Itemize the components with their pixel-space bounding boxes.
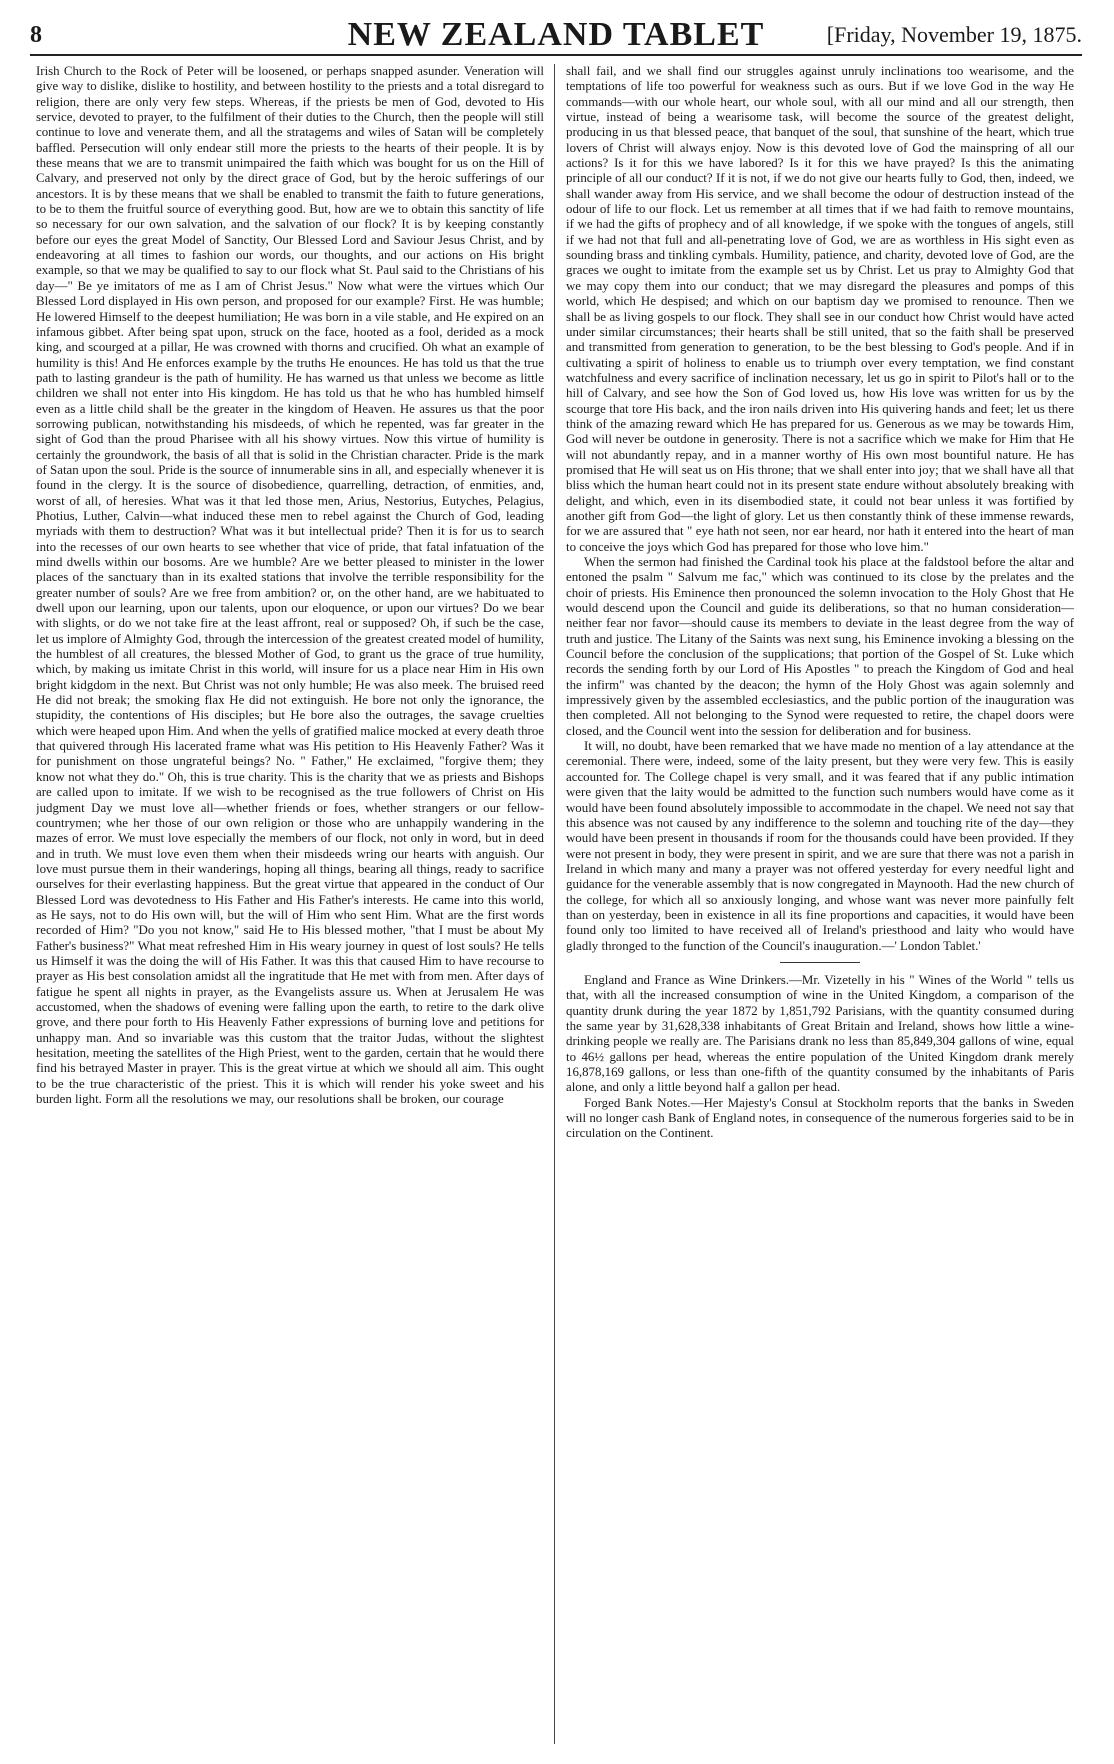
sermon-conclusion: shall fail, and we shall find our struggles against unruly inclinations too wearisome, and the temptations of life too powerful for weakness such as ours. But if we love God in the way He commands—with our whole heart, our whole soul, with all our mind and all our strength, then virtue, instead of being a wearisome task, will become the source of the greatest delight, producing in us that blessed peace, that banquet of the soul, that sunshine of the heart, which true lovers of Christ will always enjoy. Now is this devoted love of God the mainspring of all our actions? Is it for this we have labored? Is it for this we have prayed? Is this the animating principle of all our conduct? If it is not, if we do not give our hearts fully to God, then, indeed, we shall wander away from His service, and we shall become the odour of destruction instead of the odour of life to our flock. Let us remember at all times that if we had faith to remove mountains, if we had the gifts of prophecy and of all knowledge, if we spoke with the tongues of angels, still if we had not that full and all-penetrating love of God, we are as worthless in His sight even as sounding brass and tinkling cymbals. Humility, patience, and charity, devoted love of God, are the graces we ought to imitate from the example set us by Christ. Let us pray to Almighty God that we may copy them into our conduct; that we may disregard the pleasures and pomps of this world, which He despised; and which on our baptism day we promised to renounce. Then we shall be as living gospels to our flock. They shall see in our conduct how Christ would have acted under similar circumstances; their hearts shall be still united, that so the faith shall be preserved and transmitted from generation to generation, to be the best blessing to God's people. And if in cultivating a spirit of holiness to enable us to triumph over every temptation, we find constant watchfulness and every sacrifice of inclination necessary, let us go in spirit to Pilot's hall or to the hill of Calvary, and see how the Son of God loved us, how His love was written for us by the scourge that tore His back, and the iron nails driven into His quivering hands and feet; let us there think of the amazing reward which He has prepared for us. Generous as we may be towards Him, God will never be outdone in generosity. There is not a sacrifice which we make for Him that He will not abundantly repay, and in a manner worthy of His own most bountiful nature. He has promised that He will seat us on His throne; that we shall enter into joy; that we shall have all that bliss which the human heart could not in its present state endure without absolutely breaking with delight, and which, even in its disembodied state, it could not bear unless it was fortified by another gift from God—the light of glory. Let us then constantly think of these immense rewards, for we are assured that " eye hath not seen, nor ear heard, nor hath it entered into the heart of man to conceive the joys which God has prepared for those who love him." bbox=[566, 64, 1074, 554]
column-divider bbox=[554, 64, 555, 1744]
newspaper-title: NEW ZEALAND TABLET bbox=[347, 16, 765, 53]
section-rule bbox=[780, 962, 860, 963]
issue-date: [Friday, November 19, 1875. bbox=[826, 22, 1082, 47]
council-paragraph: When the sermon had finished the Cardinal took his place at the faldstool before the altar and entoned the psalm " Salvum me fac," which was continued to its close by the prelates and the choir of priests. His Eminence then pronounced the solemn invocation to the Holy Ghost that He would descend upon the Council and guide its deliberations, so that no human consideration—neither fear nor favor—should cause its members to deviate in the least degree from the way of truth and justice. The Litany of the Saints was next sung, his Eminence invoking a blessing on the Council before the conclusion of the supplications; that portion of the Gospel of St. Luke which records the sending forth by our Lord of His Apostles " to preach the Kingdom of God and heal the infirm" was chanted by the deacon; the hymn of the Holy Ghost was again solemnly and impressively given by the assembled ecclesiastics, and the public portion of the inauguration was then completed. All not belonging to the Synod were requested to retire, the chapel doors were closed, and the Council went into the session for deliberation and for business. bbox=[566, 555, 1074, 738]
left-column bbox=[36, 64, 544, 1744]
sermon-continuation: Irish Church to the Rock of Peter will be loosened, or perhaps snapped asunder. Veneration will give way to dislike, dislike to hostility, and between hostility to the priests and a total disregard to religion, there are only very few steps. Whereas, if the priests be men of God, devoted to His service, devoted to prayer, to the fulfilment of their duties to the Church, then the people will still continue to love and venerate them, and all the stratagems and wiles of Satan will be completely baffled. Persecution will only endear still more the priests to the hearts of their people. It is by these means that we are to transmit unimpaired the faith which was bought for us on the Hill of Calvary, and preserved not only by the direct grace of God, but by the heroic sufferings of our ancestors. It is by these means that we shall be enabled to transmit the faith to future generations, to be to them the fruitful source of everything good. But, how are we to obtain this sanctity of life so necessary for our own salvation, and the salvation of our flock? It is by keeping constantly before our eyes the great Model of Sanctity, Our Blessed Lord and Saviour Jesus Christ, and by endeavoring at all times to fashion our words, our thoughts, and our actions on His bright example, so that we may be qualified to say to our flock what St. Paul said to the Christians of his day—" Be ye imitators of me as I am of Christ Jesus." Now what were the virtues which Our Blessed Lord displayed in His own person, and proposed for our example? First. He was humble; He lowered Himself to the deepest humiliation; He was born in a vile stable, and He expired on an infamous gibbet. After being spat upon, struck on the face, hooted as a fool, derided as a mock king, and scourged at a pillar, He was crowned with thorns and crucified. Oh what an example of humility is this! And He enforces example by the truths He enounces. He has told us that the true path to lasting grandeur is the path of humility. He has warned us that unless we become as little children we shall not enter into His kingdom. He has told us that he who has humbled himself even as a little child shall be the greater in the kingdom of Heaven. He assures us that the poor sorrowing publican, notwithstanding his misdeeds, of which he repented, was far greater in the sight of God than the proud Pharisee with all his showy virtues. Now this virtue of humility is certainly the groundwork, the basis of all that is solid in the Christian character. Pride is the mark of Satan upon the soul. Pride is the source of innumerable sins in all, and especially whenever it is found in the clergy. It is the source of disobedience, quarrelling, detraction, of enmities, and, worst of all, of heresies. What was it that led those men, Arius, Nestorius, Eutyches, Pelagius, Photius, Luther, Calvin—what induced these men to rebel against the Church of God, leading myriads with them to destruction? What was it but intellectual pride? Then it is for us to search into the recesses of our own hearts to see whether that vice of pride, that fatal infatuation of the mind dwells within our bosoms. Are we humble? Are we better pleased to minister in the lower places of the sanctuary than in its exalted stations that involve the terrible responsibility for the greater number of souls? Are we free from ambition? or, on the other hand, are we habituated to dwell upon our learning, upon our talents, upon our eloquence, or upon our virtues? Do we bear with slights, or do we not take fire at the least affront, real or supposed? Oh, if such be the case, let us implore of Almighty God, through the intercession of the greatest created model of humility, the humblest of all creatures, the blessed Mother of God, to grant us the grace of true humility, which, by making us imitate Christ in this world, will insure for us a place near Him in His own bright kidgdom in the next. But Christ was not only humble; He was also meek. The bruised reed He did not break; the smoking flax He did not extinguish. He bore not only the ignorance, the stupidity, the contentions of His disciples; but He bore also the outrages, the savage cruelties which were heaped upon Him. And when the yells of gratified malice mocked at every death throe that quivered through His lacerated frame what was His petition to His Heavenly Father? Was it for punishment on those ungrateful beings? No. " Father," He exclaimed, "forgive them; they know not what they do." Oh, this is true charity. This is the charity that we as priests and Bishops are called upon to imitate. If we wish to be recognised as the true followers of Christ on His judgment Day we must love all—whether friends or foes, whether strangers or our fellow-countrymen; whe her those of our own religion or those who are unhappily wandering in the mazes of error. We must love especially the members of our flock, not only in word, but in deed and in truth. We must love even them when their misdeeds wring our hearts with anguish. Our love must pursue them in their wanderings, hoping all things, bearing all things, ready to sacrifice ourselves for their everlasting happiness. But the great virtue that appeared in the conduct of Our Blessed Lord was devotedness to His Father and His Father's interests. He came into this world, as He says, not to do His own will, but the will of Him who sent Him. What are the first words recorded of Him? "Do you not know," said He to His blessed mother, "that I must be about My Father's business?" What meat refreshed Him in His weary journey in quest of lost souls? He tells us Himself it was the doing the will of His Father. It was this that caused Him to have recourse to prayer as His best consolation amidst all the ingratitude that He met with from men. After days of fatigue he spent all nights in prayer, as the Evangelists assure us. When at Jerusalem He was accustomed, when the shadows of evening were falling upon the earth, to retire to the dark olive grove, and there pour forth to His Heavenly Father expressions of burning love and petitions for unhappy man. And so invariable was this custom that the traitor Judas, without the slightest hesitation, meeting the satellites of the High Priest, went to the garden, certain that he would there find his betrayed Master in prayer. This is the great virtue at which we should all aim. This ought to be the true characteristic of the priest. This it is which will render his yoke sweet and his burden light. Form all the resolutions we may, our resolutions shall be broken, our courage bbox=[36, 64, 544, 1107]
page-number: 8 bbox=[30, 22, 42, 48]
masthead bbox=[30, 14, 1082, 56]
forged-notes-item: Forged Bank Notes.—Her Majesty's Consul at Stockholm reports that the banks in Sweden will no longer cash Bank of England notes, in consequence of the numerous forgeries said to be in circulation on the Continent. bbox=[566, 1095, 1074, 1141]
right-column bbox=[566, 64, 1074, 1744]
laity-paragraph: It will, no doubt, have been remarked that we have made no mention of a lay attendance at the ceremonial. There were, indeed, some of the laity present, but they were very few. This is easily accounted for. The College chapel is very small, and it was feared that if any public intimation were given that the laity would be admitted to the function such numbers would have come as it would have been found absolutely impossible to accommodate in the chapel. We need not say that this absence was not caused by any indifference to the solemn and touching rite of the day—they would have been present in thousands if room for the thousands could have been provided. If they were not present in body, they were present in spirit, and we are sure that there was not a parish in Ireland in which many and many a prayer was not offered yesterday for every needful light and guidance for the venerable assembly that is now congregated in Maynooth. Had the new church of the college, for which all so anxiously longing, and whose want was never more painfully felt than on yesterday, been in existence in all its fine proportions and capacities, it would have been found only too limited to have received all of Ireland's priesthood and laity who would have gladly thronged to the function of the Council's inauguration.—' London Tablet.' bbox=[566, 739, 1074, 953]
wine-drinkers-item: England and France as Wine Drinkers.—Mr. Vizetelly in his " Wines of the World " tells us that, with all the increased consumption of wine in the United Kingdom, a comparison of the quantity drunk during the year 1872 by 1,851,792 Parisians, with the quantity consumed during the same year by 31,628,338 inhabitants of Great Britain and Ireland, shows how little a wine-drinking people we really are. The Parisians drank no less than 85,849,304 gallons of wine, equal to 46½ gallons per head, whereas the entire population of the United Kingdom drank merely 16,878,169 gallons, or less than one-fifth of the quantity consumed by the inhabitants of Paris alone, and only a little beyond half a gallon per head. bbox=[566, 972, 1074, 1095]
